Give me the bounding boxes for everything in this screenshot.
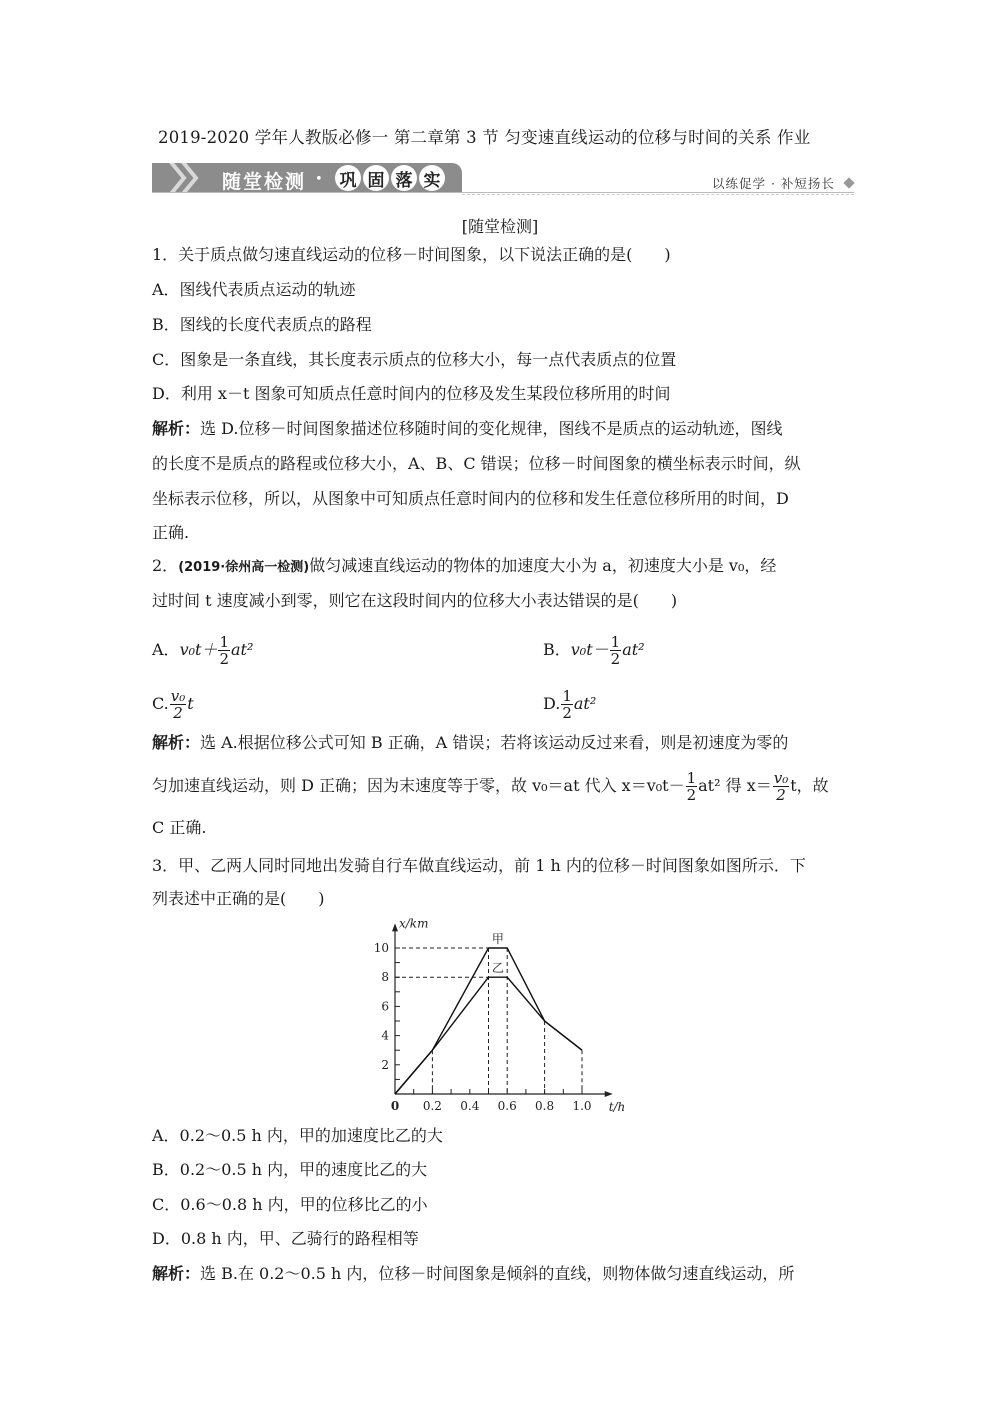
fraction-denominator: 2 xyxy=(686,786,697,804)
fraction-half xyxy=(686,770,698,803)
x-tick-label: 0.4 xyxy=(460,1099,480,1113)
fraction-numerator: 1 xyxy=(562,687,572,705)
q1-analysis-line: 的长度不是质点的路程或位移大小，A、B、C 错误；位移－时间图象的横坐标表示时间，纵 xyxy=(152,454,801,473)
double-chevron-icon xyxy=(166,163,206,193)
q3-analysis-line1 xyxy=(152,1264,794,1284)
option-expr-pre: v₀t－ xyxy=(570,640,609,659)
fraction-numerator: 1 xyxy=(610,633,621,651)
q2-analysis-line1 xyxy=(152,733,788,753)
banner-title: 随堂检测 xyxy=(222,171,307,193)
q2-option-d xyxy=(543,688,596,721)
q3-option-b: B．0.2～0.5 h 内，甲的速度比乙的大 xyxy=(152,1160,428,1179)
fraction xyxy=(773,770,790,803)
q1-option-b: B．图线的长度代表质点的路程 xyxy=(152,315,372,334)
q3-option-a: A．0.2～0.5 h 内，甲的加速度比乙的大 xyxy=(152,1126,443,1145)
y-tick-label: 6 xyxy=(381,999,389,1014)
chart-guides xyxy=(395,948,582,1094)
x-axis-arrow-icon xyxy=(605,1091,613,1097)
banner-circle-char: 固 xyxy=(363,165,389,191)
banner-rule xyxy=(152,192,854,193)
option-expr-post: at² xyxy=(231,640,254,659)
section-banner xyxy=(152,163,462,193)
banner-dashed-rule xyxy=(462,194,854,195)
q2-stem-line2: 过时间 t 速度减小到零，则它在这段时间内的位移大小表达错误的是( ) xyxy=(152,591,678,610)
document-title: 2019-2020 学年人教版必修一 第二章第 3 节 匀变速直线运动的位移与时间的关系 作业 xyxy=(158,128,811,147)
option-label: D. xyxy=(543,694,561,713)
banner-slogan: 以练促学 · 补短扬长 xyxy=(712,176,835,191)
x-tick-label: 0.2 xyxy=(422,1099,442,1113)
banner-circle-char: 巩 xyxy=(335,165,361,191)
q2-analysis-line3: C 正确. xyxy=(152,818,207,837)
banner-circle-char: 实 xyxy=(419,165,445,191)
q2-number: 2． xyxy=(152,556,179,575)
y-tick-label: 4 xyxy=(381,1028,389,1043)
fraction-half xyxy=(218,634,230,667)
analysis-text: at² 得 x＝ xyxy=(698,776,772,795)
chart-labels xyxy=(374,916,626,1114)
analysis-text: 选 A.根据位移公式可知 B 正确，A 错误；若将该运动反过来看，则是初速度为零的 xyxy=(200,733,789,752)
fraction-numerator: 1 xyxy=(686,769,697,787)
x-tick-label: 1.0 xyxy=(572,1099,592,1113)
option-expr-pre: v₀t＋ xyxy=(179,640,218,659)
q3-option-d: D．0.8 h 内，甲、乙骑行的路程相等 xyxy=(152,1229,419,1248)
q1-option-a: A．图线代表质点运动的轨迹 xyxy=(152,280,356,299)
q2-option-b xyxy=(543,634,645,667)
fraction-denominator: 2 xyxy=(610,650,621,668)
banner-separator: • xyxy=(315,172,323,187)
q1-analysis-line: 正确. xyxy=(152,523,190,542)
analysis-text: 匀加速直线运动，则 D 正确；因为末速度等于零，故 v₀＝at 代入 x＝v₀t－ xyxy=(152,776,685,795)
q2-option-a xyxy=(152,634,253,667)
q3-stem-line1: 3．甲、乙两人同时同地出发骑自行车做直线运动，前 1 h 内的位移－时间图象如图所示．下 xyxy=(152,856,806,875)
y-tick-label: 8 xyxy=(381,970,389,985)
q3-stem-line2: 列表述中正确的是( ) xyxy=(152,889,325,908)
option-expr-post: at² xyxy=(622,640,645,659)
fraction-denominator: 2 xyxy=(776,786,786,804)
banner-circle-group xyxy=(335,165,445,191)
option-expr-post: t xyxy=(187,694,194,713)
q2-stem-line1 xyxy=(152,556,776,578)
chart-axes xyxy=(392,923,613,1097)
q1-analysis-line xyxy=(152,419,782,439)
y-tick-label: 2 xyxy=(381,1057,389,1072)
q2-stem-text: 做匀减速直线运动的物体的加速度大小为 a，初速度大小是 v₀，经 xyxy=(309,556,777,575)
q1-stem: 1．关于质点做匀速直线运动的位移－时间图象，以下说法正确的是( ) xyxy=(152,245,671,264)
analysis-text: t，故 xyxy=(790,776,829,795)
section-title: [随堂检测] xyxy=(461,217,539,236)
q2-analysis-line2 xyxy=(152,770,829,803)
x-axis-label: t/h xyxy=(608,1100,626,1114)
option-label: C. xyxy=(152,694,169,713)
fraction-denominator: 2 xyxy=(219,650,229,668)
q1-option-d: D．利用 x－t 图象可知质点任意时间内的位移及发生某段位移所用的时间 xyxy=(152,384,671,403)
y-axis-arrow-icon xyxy=(392,923,398,931)
y-tick-label: 10 xyxy=(373,941,389,955)
analysis-text: 选 B.在 0.2～0.5 h 内，位移－时间图象是倾斜的直线，则物体做匀速直线运动，所 xyxy=(200,1264,795,1283)
option-label: A． xyxy=(152,640,180,659)
q3-option-c: C．0.6～0.8 h 内，甲的位移比乙的小 xyxy=(152,1195,428,1214)
analysis-label: 解析： xyxy=(152,419,201,438)
q1-analysis-line: 坐标表示位移，所以，从图象中可知质点任意时间内的位移和发生任意位移所用的时间，D xyxy=(152,489,789,508)
fraction xyxy=(561,688,573,721)
x-tick-label: 0 xyxy=(390,1099,400,1113)
position-time-chart xyxy=(360,910,640,1120)
fraction-numerator: v₀ xyxy=(170,687,186,705)
fraction-numerator: v₀ xyxy=(773,769,789,787)
q2-source: (2019·徐州高一检测) xyxy=(178,560,310,575)
banner-circle-char: 落 xyxy=(391,165,417,191)
diamond-icon xyxy=(843,177,854,188)
fraction-denominator: 2 xyxy=(562,704,572,722)
fraction-half xyxy=(610,634,622,667)
x-tick-label: 0.6 xyxy=(497,1099,517,1113)
q2-option-c xyxy=(152,688,194,721)
fraction-numerator: 1 xyxy=(219,633,229,651)
y-axis-label: x/km xyxy=(399,916,429,931)
series-label: 乙 xyxy=(491,961,504,976)
analysis-label: 解析： xyxy=(152,733,201,752)
option-label: B． xyxy=(543,640,571,659)
series-label: 甲 xyxy=(491,932,504,946)
analysis-text: 选 D.位移－时间图象描述位移随时间的变化规律，图线不是质点的运动轨迹，图线 xyxy=(200,419,783,438)
option-expr-post: at² xyxy=(573,694,597,713)
analysis-label: 解析： xyxy=(152,1264,201,1283)
fraction xyxy=(170,688,187,721)
x-tick-label: 0.8 xyxy=(535,1099,555,1113)
q1-option-c: C．图象是一条直线，其长度表示质点的位移大小，每一点代表质点的位置 xyxy=(152,350,677,369)
fraction-denominator: 2 xyxy=(173,704,183,722)
